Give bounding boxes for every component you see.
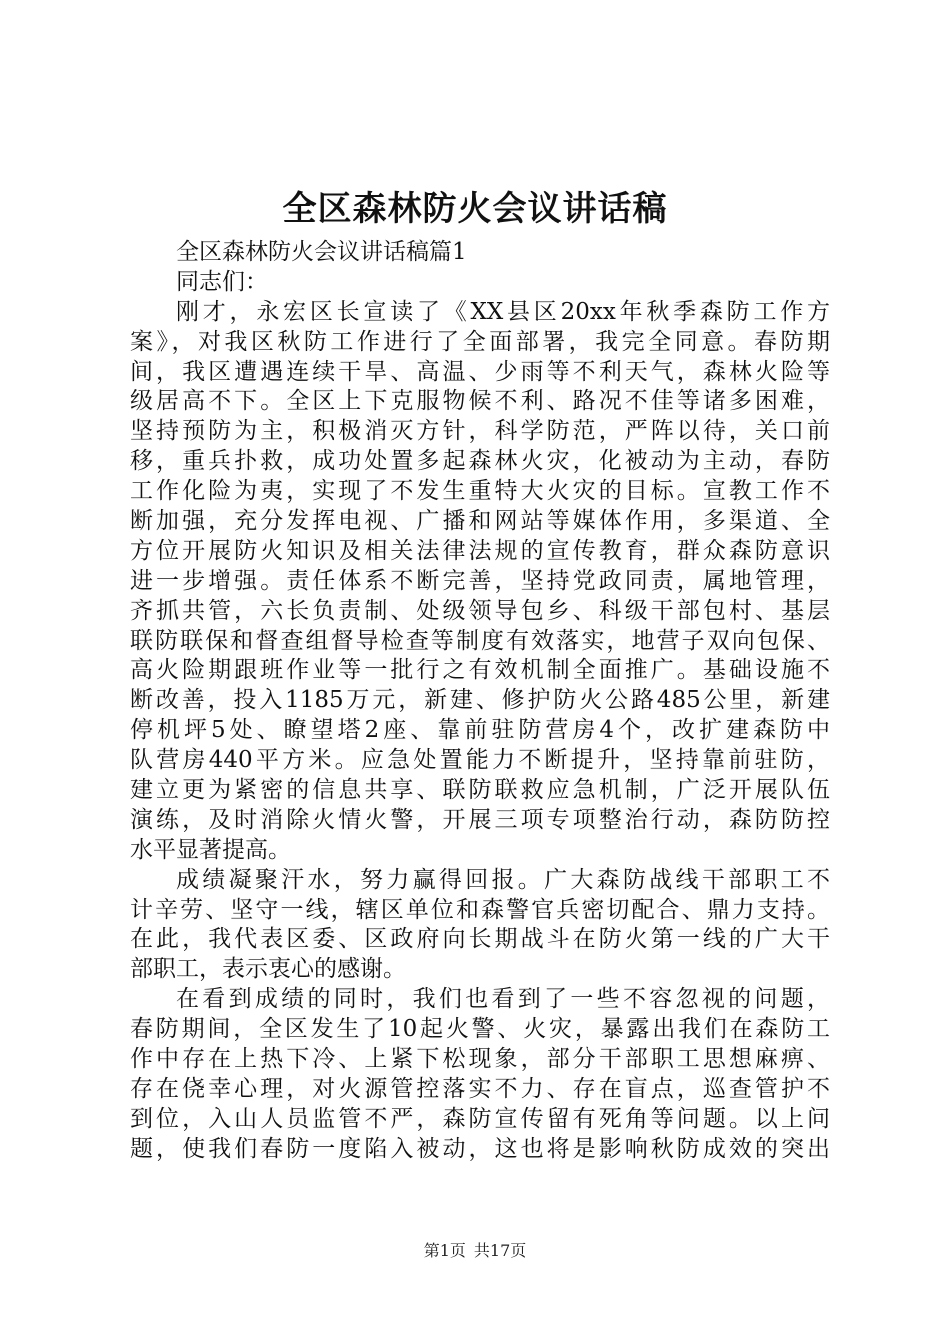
- page-title: 全区森林防火会议讲话稿: [282, 189, 668, 229]
- page-footer: [0, 1240, 950, 1262]
- text-line: 在看到成绩的同时，我们也看到了一些不容忽视的问题，: [176, 986, 830, 1013]
- text-line: 工作化险为夷，实现了不发生重特大火灾的目标。宣教工作不: [130, 478, 830, 505]
- text-line: 坚持预防为主，积极消灭方针，科学防范，严阵以待，关口前: [130, 418, 830, 445]
- page-number: 第1页: [423, 1241, 466, 1260]
- text-line: 高火险期跟班作业等一批行之有效机制全面推广。基础设施不: [130, 657, 830, 684]
- text-line: 计辛劳、坚守一线，辖区单位和森警官兵密切配合、鼎力支持。: [130, 896, 830, 923]
- text-line: 部职工，表示衷心的感谢。: [130, 956, 406, 983]
- text-line: 水平显著提高。: [130, 836, 291, 863]
- text-line: 刚才，永宏区长宣读了《XX县区20xx年秋季森防工作方: [176, 298, 830, 325]
- text-line: 间，我区遭遇连续干旱、高温、少雨等不利天气，森林火险等: [130, 358, 830, 385]
- document-body: [130, 238, 830, 1165]
- text-line: 级居高不下。全区上下克服物候不利、路况不佳等诸多困难，: [130, 388, 830, 415]
- text-line: 建立更为紧密的信息共享、联防联救应急机制，广泛开展队伍: [130, 777, 830, 804]
- subtitle-line: 全区森林防火会议讲话稿篇1: [176, 239, 467, 265]
- text-line: 春防期间，全区发生了10起火警、火灾，暴露出我们在森防工: [130, 1016, 830, 1043]
- text-line: 存在侥幸心理，对火源管控落实不力、存在盲点，巡查管护不: [130, 1075, 830, 1102]
- text-line: 成绩凝聚汗水，努力赢得回报。广大森防战线干部职工不: [176, 866, 830, 893]
- text-line: 齐抓共管，六长负责制、处级领导包乡、科级干部包村、基层: [130, 597, 830, 624]
- text-line: 在此，我代表区委、区政府向长期战斗在防火第一线的广大干: [130, 926, 830, 953]
- text-line: 案》，对我区秋防工作进行了全面部署，我完全同意。春防期: [130, 328, 830, 355]
- paragraph-2: [130, 866, 830, 986]
- text-line: 断改善，投入1185万元，新建、修护防火公路485公里，新建: [130, 687, 830, 714]
- paragraph-1: [130, 298, 830, 866]
- text-line: 联防联保和督查组督导检查等制度有效落实，地营子双向包保、: [130, 627, 830, 654]
- text-line: 作中存在上热下冷、上紧下松现象，部分干部职工思想麻痹、: [130, 1046, 830, 1073]
- text-line: 到位，入山人员监管不严，森防宣传留有死角等问题。以上问: [130, 1105, 830, 1132]
- page-total: 共17页: [473, 1241, 527, 1260]
- paragraph-3: [130, 985, 830, 1164]
- text-line: 题，使我们春防一度陷入被动，这也将是影响秋防成效的突出: [130, 1135, 830, 1162]
- text-line: 进一步增强。责任体系不断完善，坚持党政同责，属地管理，: [130, 567, 830, 594]
- text-line: 队营房440平方米。应急处置能力不断提升，坚持靠前驻防，: [130, 747, 830, 774]
- text-line: 停机坪5处、瞭望塔2座、靠前驻防营房4个，改扩建森防中: [130, 717, 830, 744]
- text-line: 演练，及时消除火情火警，开展三项专项整治行动，森防防控: [130, 806, 830, 833]
- text-line: 方位开展防火知识及相关法律法规的宣传教育，群众森防意识: [130, 537, 830, 564]
- text-line: 移，重兵扑救，成功处置多起森林火灾，化被动为主动，春防: [130, 448, 830, 475]
- text-line: 断加强，充分发挥电视、广播和网站等媒体作用，多渠道、全: [130, 508, 830, 535]
- salutation-line: 同志们：: [176, 268, 268, 295]
